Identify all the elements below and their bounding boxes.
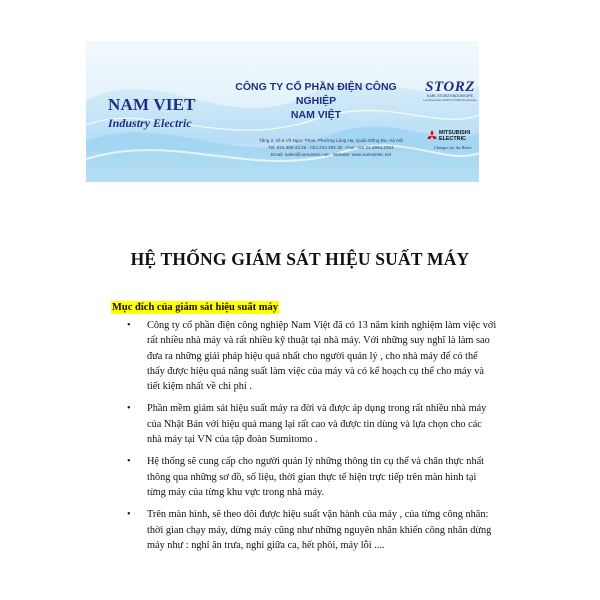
brand-name: NAM VIET — [108, 95, 196, 114]
list-item-text: Phần mềm giám sát hiệu suất máy ra đời và được áp dụng trong rất nhiều nhà máy của Nhật Bản với hiệu quả mang lại rất cao và được tin dùng và lựa chọn cho các nhà máy tại VN của tập đoàn Sumitomo . — [147, 403, 487, 446]
mitsubishi-name — [439, 130, 479, 142]
mitsubishi-tagline: Changes for the Better — [434, 145, 473, 150]
list-item-text: Trên màn hình, sẽ theo dõi được hiệu suất vận hành của máy , của từng công nhân: thời gian chạy máy, dừng máy cũng như những nguyên nhân khiến công nhân dừng máy như : nghỉ ăn trưa, nghỉ giữa ca, hết phôi, máy lỗi .... — [147, 509, 492, 551]
list-item — [125, 401, 497, 447]
storz-logo-caption: Lambda-Raiten-ENDO-STORZ Endoskope — [423, 98, 477, 102]
phone-text: Tel: 024.399.43.26 - 024.224.282.36 - Fax: +84 24.3994.2304 — [268, 145, 394, 151]
mitsubishi-name-line-2: ELECTRIC — [439, 136, 466, 142]
list-item-text: Công ty cổ phần điện công nghiệp Nam Việt đã có 13 năm kinh nghiệm làm việc với rất nhiều nhà máy và rất nhiều kỹ thuật tại nhà máy. Với những suy nghĩ là làm sao đưa ra những giải pháp hiệu quả nhất cho người quản lý , cho nhà máy để có thể thấy được hiệu quả nâng suất làm việc của máy và có kế hoạch cụ thể cho máy và tiết kiệm nhất về chi phí . — [147, 320, 497, 393]
bullet-icon: • — [127, 509, 131, 521]
list-item — [125, 318, 497, 394]
list-item — [125, 454, 497, 500]
header-banner — [86, 41, 479, 182]
list-item — [125, 507, 497, 553]
company-name — [216, 80, 416, 122]
mitsubishi-name-line-1: MITSUBISHI — [439, 130, 471, 136]
brand-subtitle: Industry Electric — [108, 116, 192, 130]
company-line-2: NAM VIỆT — [290, 109, 342, 121]
address-text: Tầng 2, số 6 Võ Ngọc Phan, Phường Láng Hạ, Quận Đống Đa, Hà Nội — [258, 138, 404, 143]
contact-info — [236, 137, 426, 159]
mitsubishi-diamonds-icon — [426, 130, 438, 142]
bullet-icon: • — [127, 403, 131, 415]
list-item-text: Hệ thống sẽ cung cấp cho người quản lý những thông tin cụ thể và chân thực nhất thông qua những sơ đồ, số liệu, thời gian thực tế hiện trực tiếp trên màn hình tại từng máy của từng khu vực trong nhà máy. — [147, 456, 485, 498]
bullet-icon: • — [127, 320, 131, 331]
storz-logo-word: STORZ — [425, 79, 475, 95]
bullet-icon: • — [127, 456, 131, 468]
storz-logo — [422, 79, 478, 102]
storz-logo-subtitle: KARL STORZ ENDOSKOPE — [426, 94, 474, 98]
email-web-text: Email: sales@namvietsc.net - Website: www.namvietsc.net — [270, 152, 392, 158]
company-line-1: CÔNG TY CỔ PHẦN ĐIỆN CÔNG NGHIỆP — [235, 81, 397, 107]
document-title: HỆ THỐNG GIÁM SÁT HIỆU SUẤT MÁY — [130, 249, 470, 269]
bullet-list — [125, 318, 497, 560]
section-heading: Mục đích của giám sát hiệu suất máy — [112, 302, 278, 313]
